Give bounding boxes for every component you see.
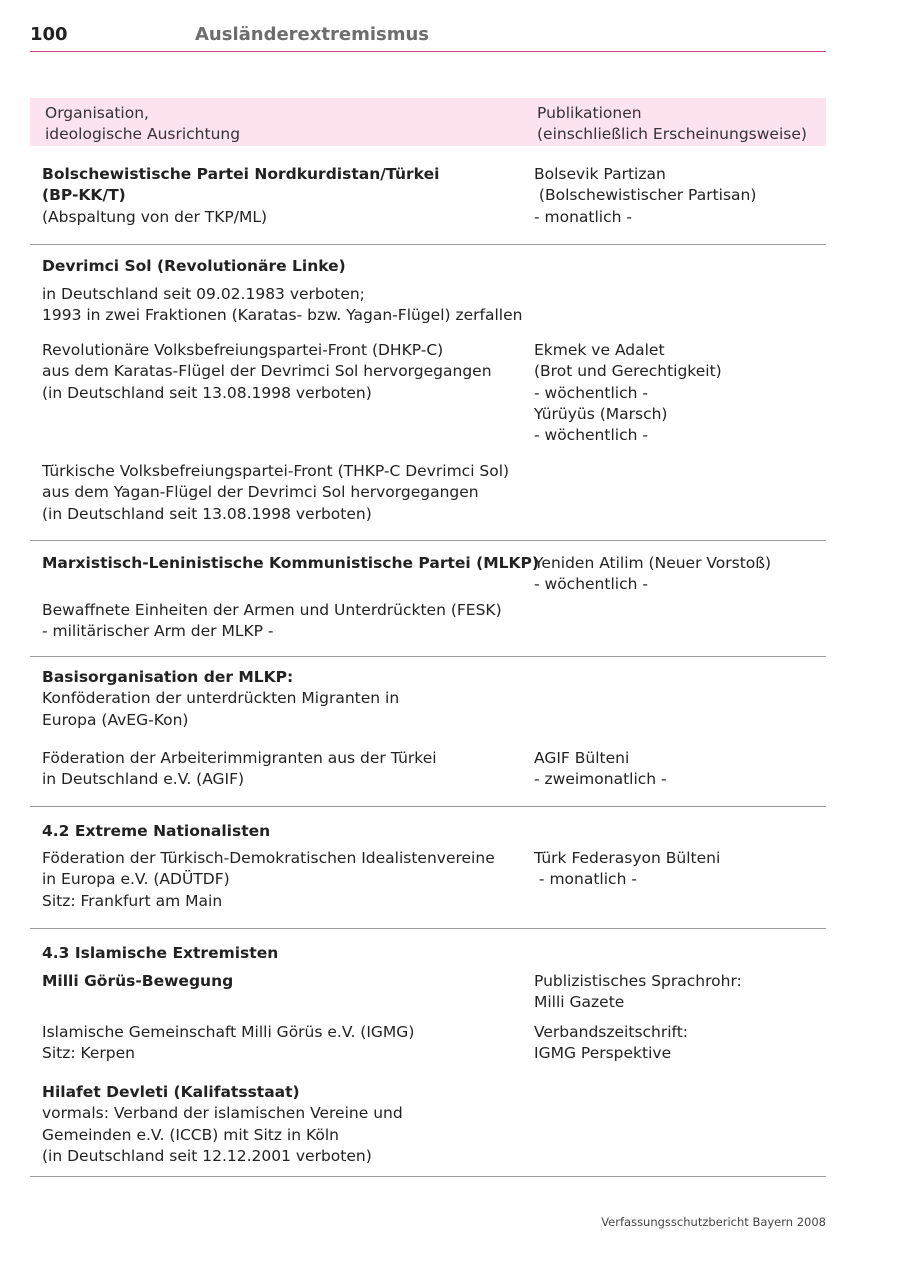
hilafet-entry: Hilafet Devleti (Kalifatsstaat) vormals: Verband der islamischen Vereine und Gemeinden e.V. (ICCB) mit Sitz in Köln (in Deutschland seit 12.12.2001 verboten) (42, 1083, 403, 1165)
section-rule (30, 1176, 826, 1177)
mlkp-title: Marxistisch-Leninistische Kommunistische Partei (MLKP) (42, 554, 539, 572)
igmg-entry: Islamische Gemeinschaft Milli Görüs e.V. (IGMG) Sitz: Kerpen (42, 1023, 415, 1063)
section-rule (30, 928, 826, 929)
section-rule (30, 244, 826, 245)
bpkkt-publication: Bolsevik Partizan (Bolschewistischer Partisan) - monatlich - (534, 165, 757, 226)
bpkkt-entry: Bolschewistische Partei Nordkurdistan/Türkei (BP-KK/T) (Abspaltung von der TKP/ML) (42, 165, 440, 226)
column-header-right: Publikationen (einschließlich Erscheinungsweise) (537, 104, 807, 143)
page-header (30, 24, 826, 52)
section-rule (30, 806, 826, 807)
page-number: 100 (30, 24, 68, 45)
section-rule (30, 656, 826, 657)
islamisten-title: 4.3 Islamische Extremisten (42, 944, 279, 962)
igmg-publication: Verbandszeitschrift: IGMG Perspektive (534, 1023, 689, 1063)
adutdf-entry: Föderation der Türkisch-Demokratischen Idealistenvereine in Europa e.V. (ADÜTDF) Sitz: Frankfurt am Main (42, 849, 495, 910)
fesk-entry: Bewaffnete Einheiten der Armen und Unterdrückten (FESK) - militärischer Arm der MLKP - (42, 601, 502, 641)
devrimci-note: in Deutschland seit 09.02.1983 verboten; 1993 in zwei Fraktionen (Karatas- bzw. Yagan-Flügel) zerfallen (42, 285, 523, 325)
adutdf-publication: Türk Federasyon Bülteni - monatlich - (534, 849, 721, 889)
nationalisten-title: 4.2 Extreme Nationalisten (42, 822, 271, 840)
devrimci-title: Devrimci Sol (Revolutionäre Linke) (42, 257, 346, 275)
agif-entry: Föderation der Arbeiterimmigranten aus der Türkei in Deutschland e.V. (AGIF) (42, 749, 437, 789)
thkpc-entry: Türkische Volksbefreiungspartei-Front (THKP-C Devrimci Sol) aus dem Yagan-Flügel der Devrimci Sol hervorgegangen (in Deutschland seit 13.08.1998 verboten) (42, 462, 510, 523)
milli-goerues-title: Milli Görüs-Bewegung (42, 972, 234, 990)
column-header-left: Organisation, ideologische Ausrichtung (45, 104, 241, 143)
section-rule (30, 540, 826, 541)
page-footer: Verfassungsschutzbericht Bayern 2008 (601, 1215, 826, 1229)
agif-publication: AGIF Bülteni - zweimonatlich - (534, 749, 667, 789)
column-header-band (30, 98, 826, 146)
header-rule (30, 51, 826, 52)
dhkpc-publication: Ekmek ve Adalet (Brot und Gerechtigkeit) - wöchentlich - Yürüyüs (Marsch) - wöchentlich - (534, 341, 722, 445)
dhkpc-entry: Revolutionäre Volksbefreiungspartei-Front (DHKP-C) aus dem Karatas-Flügel der Devrimci Sol hervorgegangen (in Deutschland seit 13.08.1998 verboten) (42, 341, 492, 402)
basis-entry: Basisorganisation der MLKP: Konföderation der unterdrückten Migranten in Europa (AvEG-Kon) (42, 668, 400, 729)
mlkp-publication: Yeniden Atilim (Neuer Vorstoß) - wöchentlich - (534, 554, 772, 594)
milli-goerues-publication: Publizistisches Sprachrohr: Milli Gazete (534, 972, 742, 1012)
chapter-title: Ausländerextremismus (195, 24, 429, 45)
